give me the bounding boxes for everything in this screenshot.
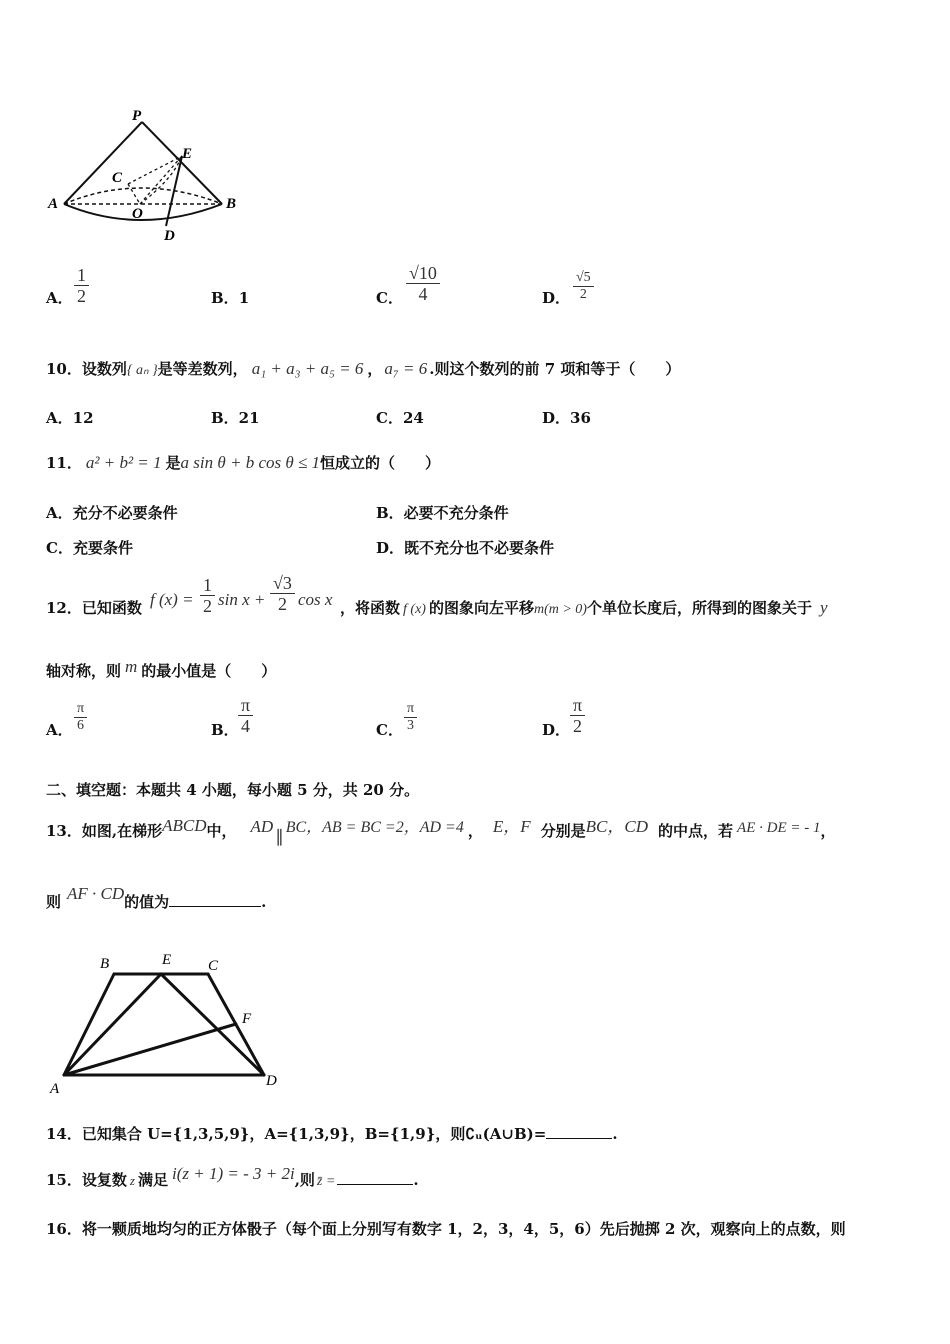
q13-t1: 如图,在梯形 [81, 822, 163, 840]
cone-edge-pa [64, 122, 142, 204]
q15-answer-blank[interactable] [337, 1184, 413, 1185]
trap-side-ab [64, 974, 114, 1075]
q13-stem [46, 816, 836, 846]
q9-option-a-fraction [74, 265, 89, 306]
q12-rest [340, 597, 828, 618]
q13-number: 13． [46, 822, 82, 840]
q11-expr: a sin θ + b cos θ ≤ 1 [180, 453, 321, 472]
q12-b-num: π [241, 695, 251, 715]
q15-number: 15． [46, 1171, 82, 1189]
q12-t1: 已知函数 [81, 599, 142, 617]
q12-c-den: 3 [404, 717, 417, 734]
q11-t2: 恒成立的（ ） [320, 454, 441, 472]
q15-t1: 设复数 [81, 1171, 127, 1189]
q12-m: m [125, 657, 138, 676]
q12-line2 [46, 657, 277, 681]
q12-a-den: 6 [74, 717, 87, 734]
trap-label-f: F [242, 1011, 252, 1027]
trap-label-d: D [266, 1073, 277, 1089]
label-a: A [48, 196, 59, 212]
q11-number: 11． [46, 454, 82, 472]
q12-option-c-fraction [404, 701, 417, 734]
q13-abcd: ABCD [162, 816, 207, 835]
q12-b-den: 4 [238, 715, 253, 736]
q14-number: 14． [46, 1125, 82, 1143]
q9-option-d-fraction [573, 270, 594, 303]
q13-line2-b: 的值为 [124, 893, 170, 911]
q13-comma2: ， [820, 822, 836, 840]
q9-option-b [211, 287, 249, 308]
q13-line2 [46, 884, 267, 912]
q15-zbar: z̄ = [316, 1174, 336, 1189]
label-c: C [112, 170, 123, 186]
q12-c-num: π [407, 701, 415, 716]
q12-option-b-letter: B． [211, 721, 239, 739]
q9-c-den: 4 [406, 283, 440, 304]
q11-stem [46, 452, 440, 473]
q13-ad: AD [250, 817, 274, 836]
segment-co [128, 184, 140, 204]
q15-eq: i(z + 1) = - 3 + 2i [171, 1164, 295, 1183]
q14-answer-blank[interactable] [546, 1138, 612, 1139]
label-o: O [132, 206, 143, 222]
cone-base-front-arc [64, 204, 222, 220]
q11-option-a: A．充分不必要条件 [46, 504, 178, 522]
q10-cond2: a₇ = 6 [384, 359, 428, 378]
label-e: E [182, 146, 193, 162]
q12-fx2: f (x) [403, 602, 426, 617]
label-b: B [226, 196, 237, 212]
q13-t2: 中， [206, 822, 237, 840]
q15-stem [46, 1164, 419, 1190]
label-p: P [132, 108, 142, 124]
q9-option-c-fraction [406, 263, 440, 304]
label-d: D [164, 228, 175, 244]
q10-option-d: D．36 [542, 409, 591, 427]
q12-option-b-fraction [238, 695, 253, 736]
q15-z: z [129, 1173, 135, 1188]
q10-option-b: B．21 [211, 409, 260, 427]
q16-stem [46, 1218, 846, 1239]
q9-d-num: √5 [576, 270, 591, 285]
q15-t2: 满足 [137, 1171, 168, 1189]
q10-cond1: a₁ + a₃ + a₅ = 6 [251, 359, 364, 378]
q12-cosx: cos x [298, 590, 333, 609]
q16-number: 16． [46, 1220, 82, 1238]
q10-seq: { aₙ } [126, 363, 158, 378]
q12-half-den: 2 [200, 595, 215, 616]
q10-t2: 是等差数列， [157, 360, 248, 378]
q13-bccd: BC，CD [585, 817, 649, 836]
q13-t3: 分别是 [540, 822, 586, 840]
q13-cond: BC，AB = BC =2，AD =4 [285, 819, 464, 836]
q12-sqrt3-num: √3 [273, 573, 292, 593]
q13-period: . [261, 893, 267, 911]
q10-number: 10． [46, 360, 82, 378]
trapezoid-figure [44, 948, 294, 1098]
q12-option-a-letter: A． [46, 721, 73, 739]
q16-text: 将一颗质地均匀的正方体骰子（每个面上分别写有数字 1，2，3，4，5，6）先后抛掷 2 次，观察向上的点数，则 [81, 1220, 846, 1238]
trap-label-e: E [162, 952, 172, 968]
q13-dot-cond: AE · DE = - 1 [737, 820, 821, 836]
q12-sqrt3 [270, 573, 295, 614]
q10-t1: 设数列 [81, 360, 127, 378]
q12-t2: ，将函数 [340, 599, 401, 617]
trap-label-b: B [100, 956, 110, 972]
q13-comma: ， [467, 822, 483, 840]
q13-af-cd: AF · CD [67, 884, 125, 903]
q12-number: 12． [46, 599, 82, 617]
q13-line2-a: 则 [46, 893, 62, 911]
q12-d-num: π [573, 695, 583, 715]
q13-t4: 的中点，若 [658, 822, 734, 840]
q11-cond: a² + b² = 1 [85, 453, 162, 472]
section2-heading: 二、填空题：本题共 4 小题，每小题 5 分，共 20 分。 [46, 781, 420, 799]
q9-b-text: 1 [238, 289, 250, 307]
q12-option-c-letter: C． [376, 721, 403, 739]
q13-answer-blank[interactable] [169, 906, 261, 907]
q10-option-a: A．12 [46, 409, 94, 427]
q11-option-d: D．既不充分也不必要条件 [376, 539, 555, 557]
q12-y: y [819, 598, 828, 617]
q12-m-cond: m(m > 0) [533, 602, 587, 617]
trap-label-c: C [208, 958, 219, 974]
q10-stem [46, 358, 680, 379]
q13-par: ∥ [275, 827, 284, 846]
q9-option-c-letter: C． [376, 289, 403, 307]
q12-d-den: 2 [570, 715, 585, 736]
q12-t4: 个单位长度后，所得到的图象关于 [586, 599, 812, 617]
q9-b-letter: B． [211, 289, 239, 307]
q11-option-c: C．充要条件 [46, 539, 133, 557]
q12-option-a-fraction [74, 701, 87, 734]
q12-fx: f (x) = [150, 590, 194, 609]
q10-comma: ， [367, 360, 383, 378]
q13-ef: E，F [492, 817, 531, 836]
cone-figure [40, 100, 250, 250]
q12-t3: 的图象向左平移 [428, 599, 534, 617]
cone-base-back-arc [64, 188, 222, 204]
q12-line2-b: 的最小值是（ ） [141, 662, 277, 680]
q12-lead [46, 597, 142, 618]
q15-t3: ,则 [294, 1171, 315, 1189]
q12-sqrt3-den: 2 [270, 593, 295, 614]
q9-option-a-letter: A． [46, 289, 73, 307]
q12-half-num: 1 [203, 575, 212, 595]
trap-label-a: A [50, 1081, 60, 1097]
q10-t3: .则这个数列的前 7 项和等于（ ） [429, 360, 681, 378]
q12-a-num: π [77, 701, 85, 716]
q12-line2-a: 轴对称，则 [46, 662, 122, 680]
q12-option-d-letter: D． [542, 721, 571, 739]
q11-option-b: B．必要不充分条件 [376, 504, 509, 522]
q11-t1: 是 [165, 454, 181, 472]
q12-sinx: sin x + [218, 590, 266, 609]
q9-a-den: 2 [74, 285, 89, 306]
q10-option-c: C．24 [376, 409, 424, 427]
q9-option-d-letter: D． [542, 289, 571, 307]
q9-c-num: √10 [409, 263, 437, 283]
q14-stem [46, 1123, 618, 1144]
q12-half [200, 575, 215, 616]
q14-text: 已知集合 U={1,3,5,9}，A={1,3,9}，B={1,9}，则∁ᵤ(A∪B)= [81, 1125, 547, 1143]
q9-a-num: 1 [77, 265, 86, 285]
q14-period: . [612, 1125, 618, 1143]
q15-period: . [413, 1171, 419, 1189]
q9-d-den: 2 [573, 286, 594, 303]
q12-option-d-fraction [570, 695, 585, 736]
